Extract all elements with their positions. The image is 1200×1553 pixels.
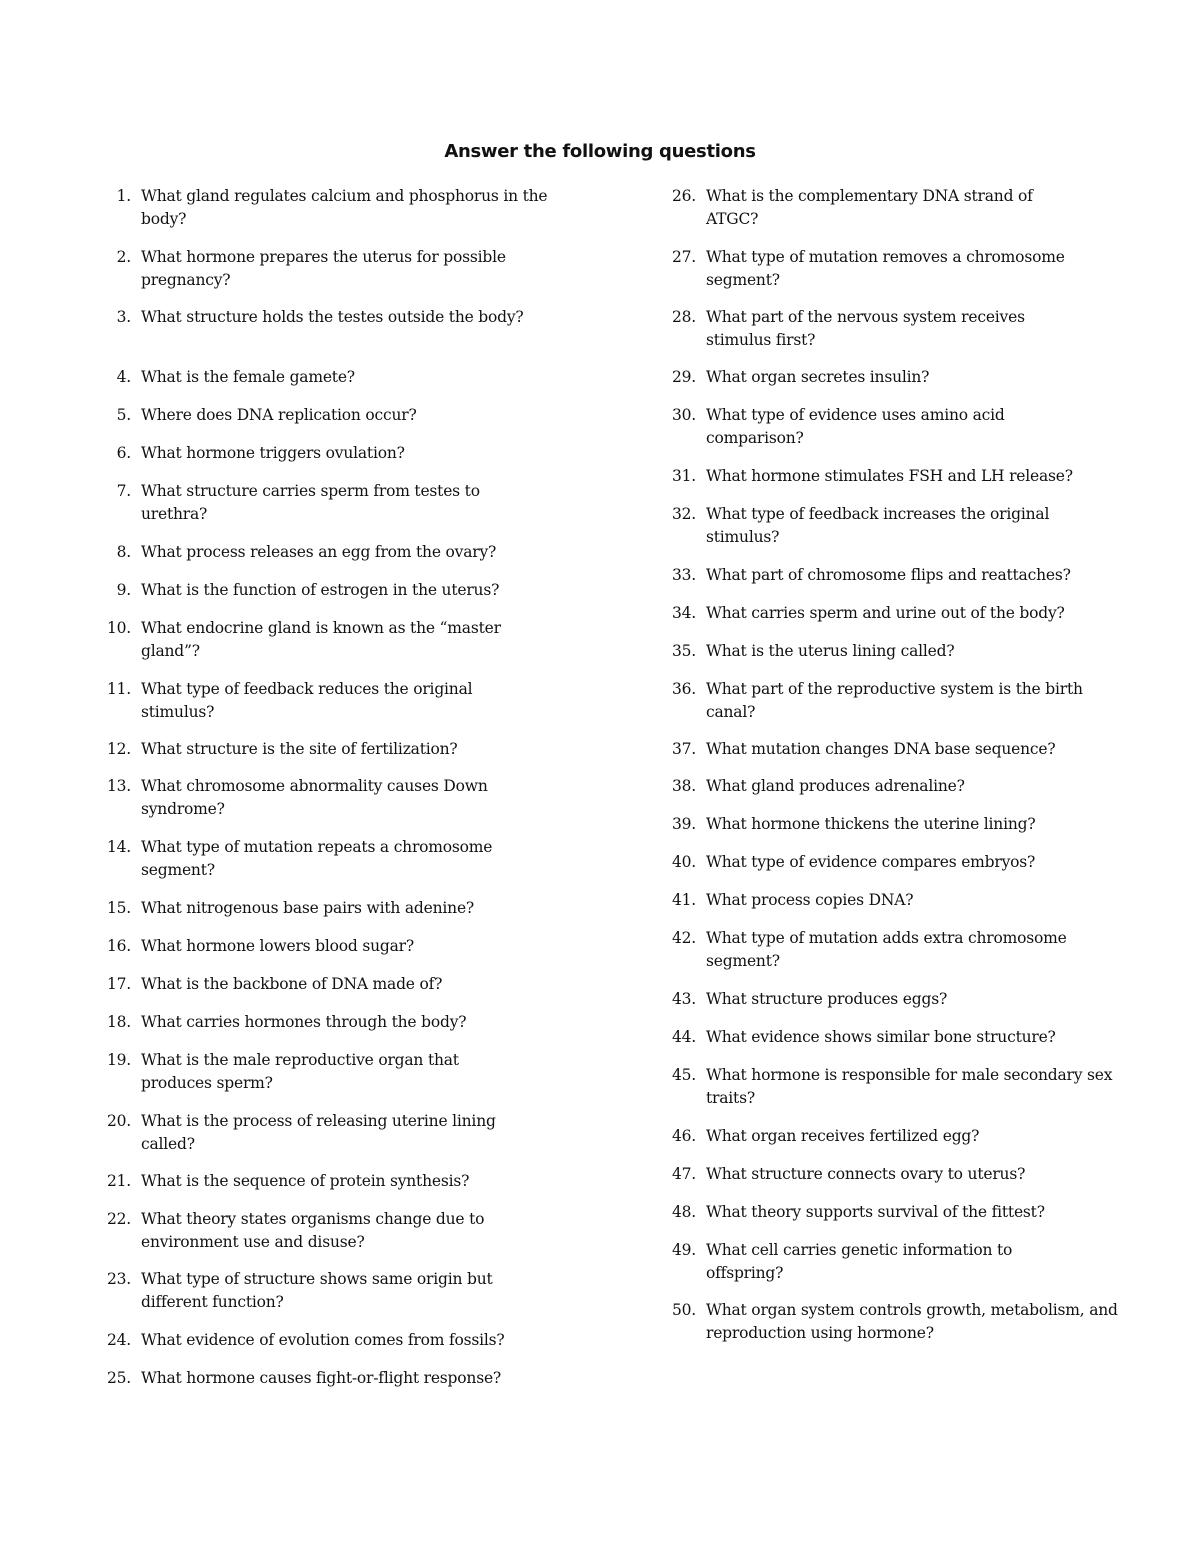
- question-text: Where does DNA replication occur?: [141, 406, 417, 424]
- question-number: 13.: [106, 777, 131, 795]
- question-number: 12.: [106, 740, 131, 758]
- question-text: What gland produces adrenaline?: [706, 777, 965, 795]
- question-number: 30.: [671, 406, 696, 424]
- question-item: [671, 1163, 1136, 1186]
- question-text: What hormone is responsible for male secondary sex traits?: [706, 1066, 1113, 1107]
- question-number: 49.: [671, 1241, 696, 1259]
- question-text: What carries hormones through the body?: [141, 1013, 467, 1031]
- question-text: What chromosome abnormality causes Down syndrome?: [141, 777, 488, 818]
- question-text: What hormone thickens the uterine lining?: [706, 815, 1036, 833]
- question-text: What organ receives fertilized egg?: [706, 1127, 980, 1145]
- question-text: What is the sequence of protein synthesis?: [141, 1172, 470, 1190]
- question-text: What theory supports survival of the fittest?: [706, 1203, 1045, 1221]
- question-number: 17.: [106, 975, 131, 993]
- question-text: What structure produces eggs?: [706, 990, 948, 1008]
- question-number: 40.: [671, 853, 696, 871]
- question-item: [671, 1064, 1136, 1109]
- question-number: 16.: [106, 937, 131, 955]
- question-item: [671, 1125, 1136, 1148]
- question-text: What structure carries sperm from testes to urethra?: [141, 482, 480, 523]
- question-number: 50.: [671, 1301, 696, 1319]
- question-number: 7.: [116, 482, 131, 500]
- question-number: 31.: [671, 467, 696, 485]
- question-number: 21.: [106, 1172, 131, 1190]
- question-number: 39.: [671, 815, 696, 833]
- question-number: 48.: [671, 1203, 696, 1221]
- question-text: What carries sperm and urine out of the body?: [706, 604, 1065, 622]
- question-number: 32.: [671, 505, 696, 523]
- question-text: What is the backbone of DNA made of?: [141, 975, 443, 993]
- question-item: [671, 678, 1136, 723]
- question-text: What structure is the site of fertilization?: [141, 740, 458, 758]
- question-item: [671, 813, 1136, 836]
- question-item: [671, 1026, 1136, 1049]
- question-text: What type of mutation repeats a chromosome segment?: [141, 838, 493, 879]
- question-text: What hormone causes fight-or-flight response?: [141, 1369, 502, 1387]
- question-number: 35.: [671, 642, 696, 660]
- question-text: What is the function of estrogen in the uterus?: [141, 581, 500, 599]
- question-item: [671, 988, 1136, 1011]
- question-text: What type of mutation removes a chromosome segment?: [706, 248, 1065, 289]
- question-number: 41.: [671, 891, 696, 909]
- question-text: What evidence of evolution comes from fossils?: [141, 1331, 505, 1349]
- question-number: 38.: [671, 777, 696, 795]
- question-item: [671, 503, 1136, 548]
- question-number: 11.: [106, 680, 131, 698]
- question-text: What structure connects ovary to uterus?: [706, 1165, 1026, 1183]
- question-item: [671, 246, 1136, 291]
- question-number: 5.: [116, 406, 131, 424]
- question-item: [671, 775, 1136, 798]
- question-text: What gland regulates calcium and phosphorus in the body?: [141, 187, 548, 228]
- question-text: What hormone lowers blood sugar?: [141, 937, 414, 955]
- question-text: What cell carries genetic information to offspring?: [706, 1241, 1013, 1282]
- question-text: What type of feedback reduces the original stimulus?: [141, 680, 473, 721]
- question-text: What is the process of releasing uterine lining called?: [141, 1112, 496, 1153]
- question-item: [671, 889, 1136, 912]
- question-number: 36.: [671, 680, 696, 698]
- question-number: 45.: [671, 1066, 696, 1084]
- question-number: 1.: [116, 187, 131, 205]
- question-number: 43.: [671, 990, 696, 1008]
- question-number: 47.: [671, 1165, 696, 1183]
- question-text: What part of the reproductive system is the birth canal?: [706, 680, 1083, 721]
- question-number: 46.: [671, 1127, 696, 1145]
- question-item: [671, 1201, 1136, 1224]
- question-item: [671, 306, 1136, 351]
- question-item: [671, 927, 1136, 972]
- question-text: What hormone triggers ovulation?: [141, 444, 405, 462]
- question-text: What part of chromosome flips and reattaches?: [706, 566, 1071, 584]
- question-item: [671, 1239, 1136, 1284]
- question-number: 19.: [106, 1051, 131, 1069]
- question-number: 24.: [106, 1331, 131, 1349]
- question-number: 26.: [671, 187, 696, 205]
- question-number: 6.: [116, 444, 131, 462]
- question-text: What type of feedback increases the original stimulus?: [706, 505, 1050, 546]
- question-text: What evidence shows similar bone structure?: [706, 1028, 1056, 1046]
- question-number: 2.: [116, 248, 131, 266]
- question-number: 4.: [116, 368, 131, 386]
- question-text: What theory states organisms change due to environment use and disuse?: [141, 1210, 485, 1251]
- question-number: 9.: [116, 581, 131, 599]
- question-number: 15.: [106, 899, 131, 917]
- question-number: 34.: [671, 604, 696, 622]
- question-item: [671, 366, 1136, 389]
- question-number: 42.: [671, 929, 696, 947]
- question-item: [671, 185, 1136, 230]
- question-number: 33.: [671, 566, 696, 584]
- question-number: 18.: [106, 1013, 131, 1031]
- question-item: [671, 851, 1136, 874]
- question-number: 27.: [671, 248, 696, 266]
- question-item: [671, 602, 1136, 625]
- question-item: [671, 1299, 1136, 1344]
- question-text: What is the complementary DNA strand of ATGC?: [706, 187, 1033, 228]
- question-text: What hormone prepares the uterus for possible pregnancy?: [141, 248, 506, 289]
- question-number: 3.: [116, 308, 131, 326]
- question-number: 23.: [106, 1270, 131, 1288]
- question-item: [671, 564, 1136, 587]
- question-number: 28.: [671, 308, 696, 326]
- question-text: What hormone stimulates FSH and LH release?: [706, 467, 1073, 485]
- question-number: 44.: [671, 1028, 696, 1046]
- question-text: What type of mutation adds extra chromosome segment?: [706, 929, 1067, 970]
- question-text: What organ secretes insulin?: [706, 368, 930, 386]
- question-number: 14.: [106, 838, 131, 856]
- question-number: 20.: [106, 1112, 131, 1130]
- question-item: [671, 404, 1136, 449]
- question-number: 22.: [106, 1210, 131, 1228]
- question-text: What type of structure shows same origin but different function?: [141, 1270, 493, 1311]
- question-number: 25.: [106, 1369, 131, 1387]
- question-text: What organ system controls growth, metabolism, and reproduction using hormone?: [706, 1301, 1118, 1342]
- question-item: [671, 465, 1136, 488]
- question-item: [671, 738, 1136, 761]
- question-text: What is the uterus lining called?: [706, 642, 955, 660]
- question-text: What nitrogenous base pairs with adenine?: [141, 899, 475, 917]
- question-number: 10.: [106, 619, 131, 637]
- page-title: Answer the following questions: [444, 141, 756, 162]
- question-text: What endocrine gland is known as the “master gland”?: [141, 619, 501, 660]
- question-text: What type of evidence uses amino acid comparison?: [706, 406, 1005, 447]
- question-text: What type of evidence compares embryos?: [706, 853, 1036, 871]
- question-text: What process releases an egg from the ovary?: [141, 543, 497, 561]
- question-item: [671, 640, 1136, 663]
- question-number: 8.: [116, 543, 131, 561]
- question-number: 37.: [671, 740, 696, 758]
- question-text: What mutation changes DNA base sequence?: [706, 740, 1056, 758]
- question-text: What part of the nervous system receives stimulus first?: [706, 308, 1025, 349]
- question-text: What process copies DNA?: [706, 891, 914, 909]
- question-text: What structure holds the testes outside the body?: [141, 308, 524, 326]
- question-number: 29.: [671, 368, 696, 386]
- question-text: What is the male reproductive organ that produces sperm?: [141, 1051, 459, 1092]
- question-text: What is the female gamete?: [141, 368, 355, 386]
